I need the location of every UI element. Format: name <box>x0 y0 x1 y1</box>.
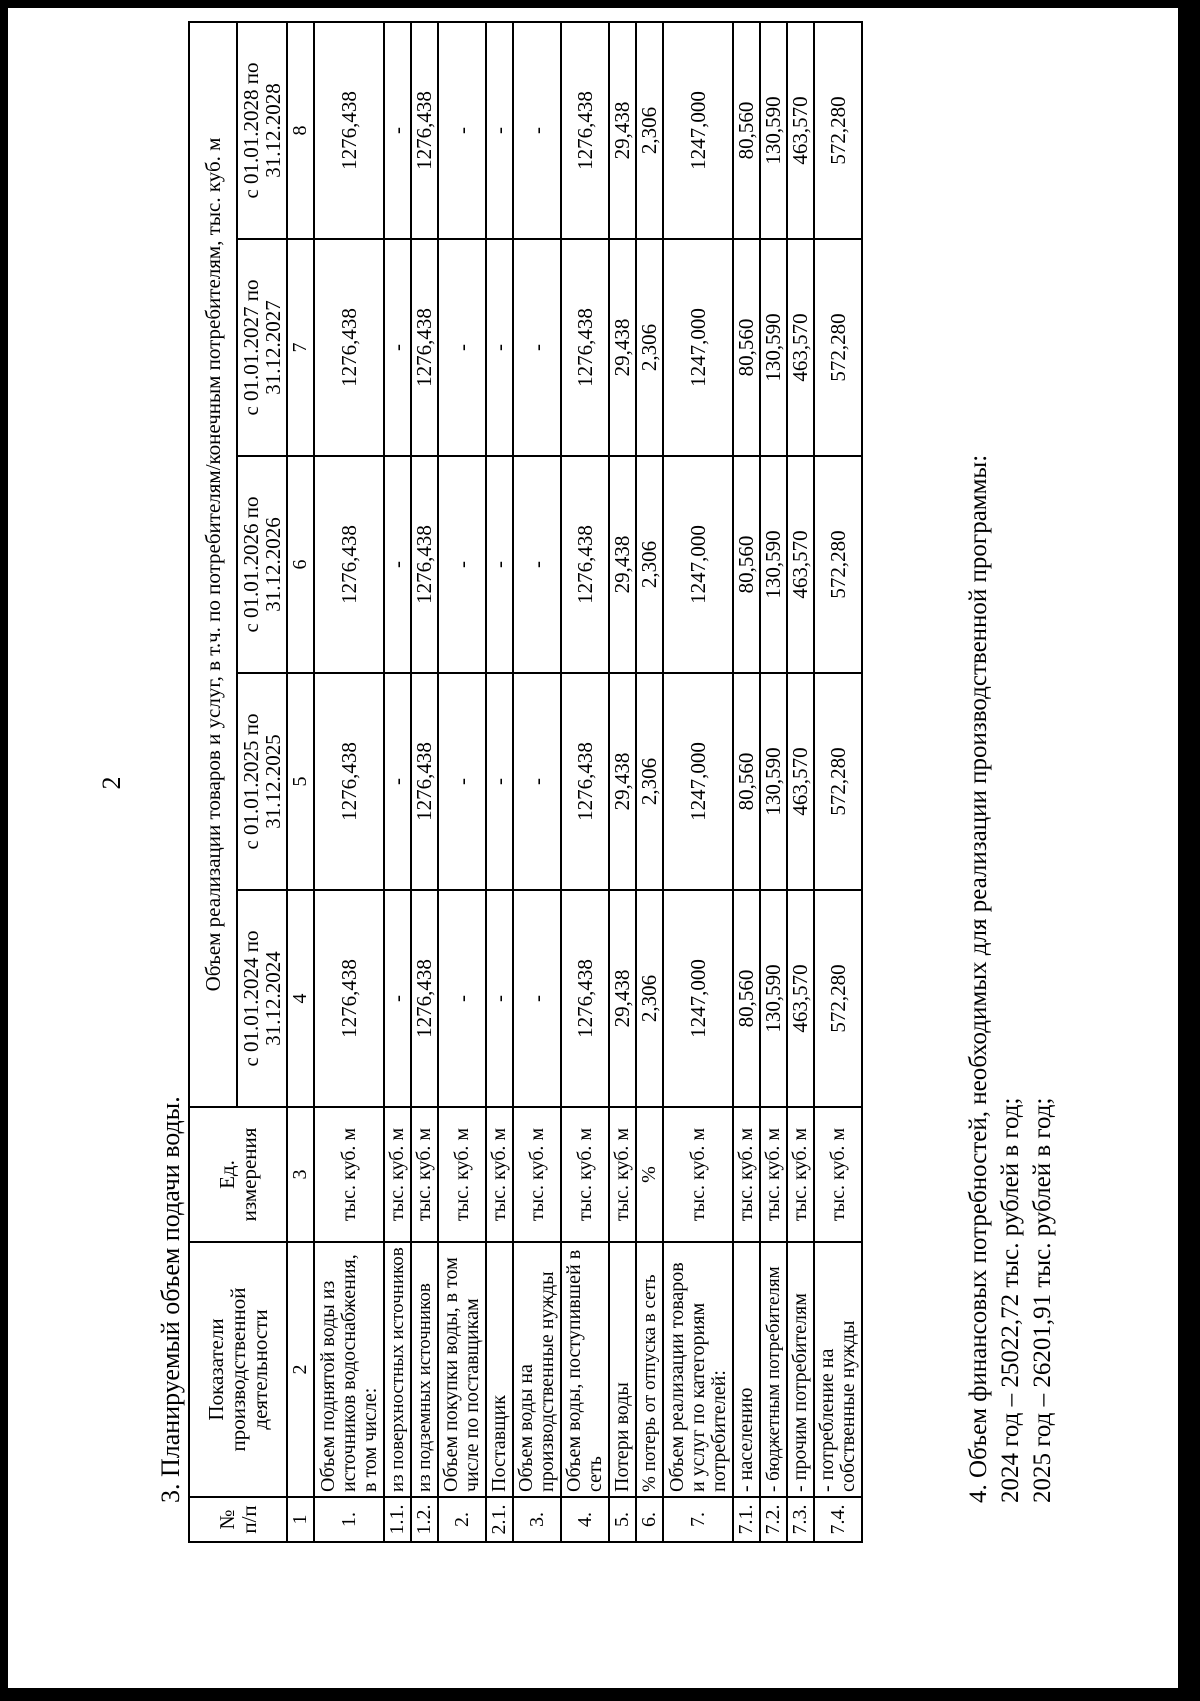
row-indicator: из поверхностных источников <box>384 1242 411 1497</box>
col-number: 7 <box>287 239 314 456</box>
table-row <box>561 22 609 1542</box>
row-value: 1276,438 <box>411 673 438 890</box>
header-unit: Ед. измерения <box>189 1107 287 1242</box>
table-row <box>760 22 787 1542</box>
row-value: 130,590 <box>760 22 787 239</box>
row-value: 463,570 <box>787 22 814 239</box>
row-indicator: Поставщик <box>486 1242 513 1497</box>
document-page <box>8 8 1178 1688</box>
table-row <box>814 22 862 1542</box>
col-number: 6 <box>287 456 314 673</box>
column-number-row <box>287 22 314 1542</box>
row-num: 7.4. <box>814 1497 862 1542</box>
row-indicator: - потребление на собственные нужды <box>814 1242 862 1497</box>
row-value: - <box>486 239 513 456</box>
row-value: 1276,438 <box>411 22 438 239</box>
row-value: - <box>438 456 486 673</box>
row-indicator: - прочим потребителям <box>787 1242 814 1497</box>
row-unit: тыс. куб. м <box>787 1107 814 1242</box>
row-value: 2,306 <box>636 673 663 890</box>
row-value: - <box>486 456 513 673</box>
header-period-2026: с 01.01.2026 по 31.12.2026 <box>237 456 287 673</box>
col-number: 4 <box>287 890 314 1107</box>
row-indicator: - населению <box>733 1242 760 1497</box>
row-value: 29,438 <box>609 456 636 673</box>
row-value: 1276,438 <box>411 456 438 673</box>
row-value: 1276,438 <box>561 890 609 1107</box>
row-value: 2,306 <box>636 22 663 239</box>
row-unit: тыс. куб. м <box>486 1107 513 1242</box>
row-unit: тыс. куб. м <box>314 1107 384 1242</box>
row-value: 1276,438 <box>314 239 384 456</box>
row-unit: тыс. куб. м <box>384 1107 411 1242</box>
row-value: 1276,438 <box>561 673 609 890</box>
row-value: 130,590 <box>760 239 787 456</box>
table-row <box>513 22 561 1542</box>
row-value: - <box>513 673 561 890</box>
row-value: - <box>513 890 561 1107</box>
row-value: 130,590 <box>760 456 787 673</box>
row-value: 80,560 <box>733 239 760 456</box>
row-num: 2. <box>438 1497 486 1542</box>
row-unit: тыс. куб. м <box>733 1107 760 1242</box>
table-row <box>438 22 486 1542</box>
row-value: 29,438 <box>609 890 636 1107</box>
col-number: 1 <box>287 1497 314 1542</box>
row-num: 7. <box>663 1497 733 1542</box>
row-indicator: Объем воды, поступившей в сеть <box>561 1242 609 1497</box>
water-supply-table <box>188 21 863 1543</box>
row-value: 29,438 <box>609 673 636 890</box>
row-num: 1. <box>314 1497 384 1542</box>
row-value: - <box>438 890 486 1107</box>
header-row-1 <box>189 22 237 1542</box>
row-value: 1247,000 <box>663 22 733 239</box>
rotated-content <box>98 23 1118 1543</box>
row-indicator: Объем воды на производственные нужды <box>513 1242 561 1497</box>
col-number: 3 <box>287 1107 314 1242</box>
page-number: 2 <box>97 776 126 790</box>
row-value: 80,560 <box>733 673 760 890</box>
table-row <box>486 22 513 1542</box>
row-value: 1276,438 <box>314 890 384 1107</box>
row-value: 463,570 <box>787 890 814 1107</box>
row-value: 572,280 <box>814 890 862 1107</box>
row-value: 1247,000 <box>663 456 733 673</box>
row-value: 1247,000 <box>663 673 733 890</box>
row-num: 1.2. <box>411 1497 438 1542</box>
row-num: 2.1. <box>486 1497 513 1542</box>
header-volume-group: Объем реализации товаров и услуг, в т.ч. по потребителям/конечным потребителям, тыс. куб. м <box>189 22 237 1107</box>
row-value: 29,438 <box>609 239 636 456</box>
row-unit: тыс. куб. м <box>438 1107 486 1242</box>
table-row <box>609 22 636 1542</box>
row-value: 1247,000 <box>663 239 733 456</box>
row-value: 1276,438 <box>561 239 609 456</box>
row-value: 130,590 <box>760 673 787 890</box>
row-unit: % <box>636 1107 663 1242</box>
row-value: - <box>486 673 513 890</box>
row-unit: тыс. куб. м <box>609 1107 636 1242</box>
row-unit: тыс. куб. м <box>814 1107 862 1242</box>
row-value: - <box>384 673 411 890</box>
col-number: 2 <box>287 1242 314 1497</box>
row-num: 7.2. <box>760 1497 787 1542</box>
table-row <box>314 22 384 1542</box>
header-indicator: Показатели производственной деятельности <box>189 1242 287 1497</box>
row-value: 80,560 <box>733 456 760 673</box>
row-indicator: из подземных источников <box>411 1242 438 1497</box>
row-value: - <box>438 673 486 890</box>
table-row <box>384 22 411 1542</box>
row-value: 2,306 <box>636 890 663 1107</box>
row-num: 5. <box>609 1497 636 1542</box>
row-value: 463,570 <box>787 456 814 673</box>
table-row <box>733 22 760 1542</box>
row-value: - <box>513 22 561 239</box>
row-indicator: Объем реализации товаров и услуг по категориям потребителей: <box>663 1242 733 1497</box>
row-indicator: Объем покупки воды, в том числе по поставщикам <box>438 1242 486 1497</box>
row-value: 130,590 <box>760 890 787 1107</box>
row-value: 29,438 <box>609 22 636 239</box>
row-indicator: Объем поднятой воды из источников водоснабжения, в том числе: <box>314 1242 384 1497</box>
row-value: 463,570 <box>787 673 814 890</box>
row-num: 3. <box>513 1497 561 1542</box>
row-value: 572,280 <box>814 456 862 673</box>
row-num: 7.1. <box>733 1497 760 1542</box>
row-value: 80,560 <box>733 22 760 239</box>
col-number: 5 <box>287 673 314 890</box>
financial-needs-section <box>963 103 1059 1503</box>
section-title: 3. Планируемый объем подачи воды. <box>156 1096 185 1503</box>
header-period-2024: с 01.01.2024 по 31.12.2024 <box>237 890 287 1107</box>
header-period-2025: с 01.01.2025 по 31.12.2025 <box>237 673 287 890</box>
row-value: 1276,438 <box>314 673 384 890</box>
row-value: 1276,438 <box>314 22 384 239</box>
row-value: 463,570 <box>787 239 814 456</box>
row-value: 2,306 <box>636 239 663 456</box>
row-value: 572,280 <box>814 673 862 890</box>
row-unit: тыс. куб. м <box>411 1107 438 1242</box>
financial-needs-title: 4. Объем финансовых потребностей, необходимых для реализации производственной программы: <box>965 454 992 1503</box>
row-value: 1276,438 <box>561 22 609 239</box>
row-num: 4. <box>561 1497 609 1542</box>
row-indicator: - бюджетным потребителям <box>760 1242 787 1497</box>
row-value: - <box>384 22 411 239</box>
row-value: 80,560 <box>733 890 760 1107</box>
row-value: 572,280 <box>814 239 862 456</box>
table-row <box>787 22 814 1542</box>
table-row <box>636 22 663 1542</box>
row-value: - <box>486 22 513 239</box>
row-value: - <box>384 456 411 673</box>
row-value: 1276,438 <box>314 456 384 673</box>
row-value: - <box>384 890 411 1107</box>
row-value: - <box>486 890 513 1107</box>
row-value: 2,306 <box>636 456 663 673</box>
row-unit: тыс. куб. м <box>513 1107 561 1242</box>
row-value: - <box>513 456 561 673</box>
row-indicator: Потери воды <box>609 1242 636 1497</box>
row-indicator: % потерь от отпуска в сеть <box>636 1242 663 1497</box>
row-unit: тыс. куб. м <box>760 1107 787 1242</box>
financial-needs-2025: 2025 год – 26201,91 тыс. рублей в год; <box>1029 1097 1056 1503</box>
row-num: 7.3. <box>787 1497 814 1542</box>
row-value: 572,280 <box>814 22 862 239</box>
row-value: - <box>513 239 561 456</box>
row-value: - <box>384 239 411 456</box>
row-value: 1276,438 <box>411 239 438 456</box>
row-value: - <box>438 239 486 456</box>
row-value: - <box>438 22 486 239</box>
row-value: 1276,438 <box>411 890 438 1107</box>
row-value: 1276,438 <box>561 456 609 673</box>
table-row <box>663 22 733 1542</box>
col-number: 8 <box>287 22 314 239</box>
header-period-2027: с 01.01.2027 по 31.12.2027 <box>237 239 287 456</box>
row-unit: тыс. куб. м <box>561 1107 609 1242</box>
financial-needs-2024: 2024 год – 25022,72 тыс. рублей в год; <box>997 1097 1024 1503</box>
row-value: 1247,000 <box>663 890 733 1107</box>
header-num: № п/п <box>189 1497 287 1542</box>
header-period-2028: с 01.01.2028 по 31.12.2028 <box>237 22 287 239</box>
row-num: 6. <box>636 1497 663 1542</box>
table-row <box>411 22 438 1542</box>
row-unit: тыс. куб. м <box>663 1107 733 1242</box>
row-num: 1.1. <box>384 1497 411 1542</box>
